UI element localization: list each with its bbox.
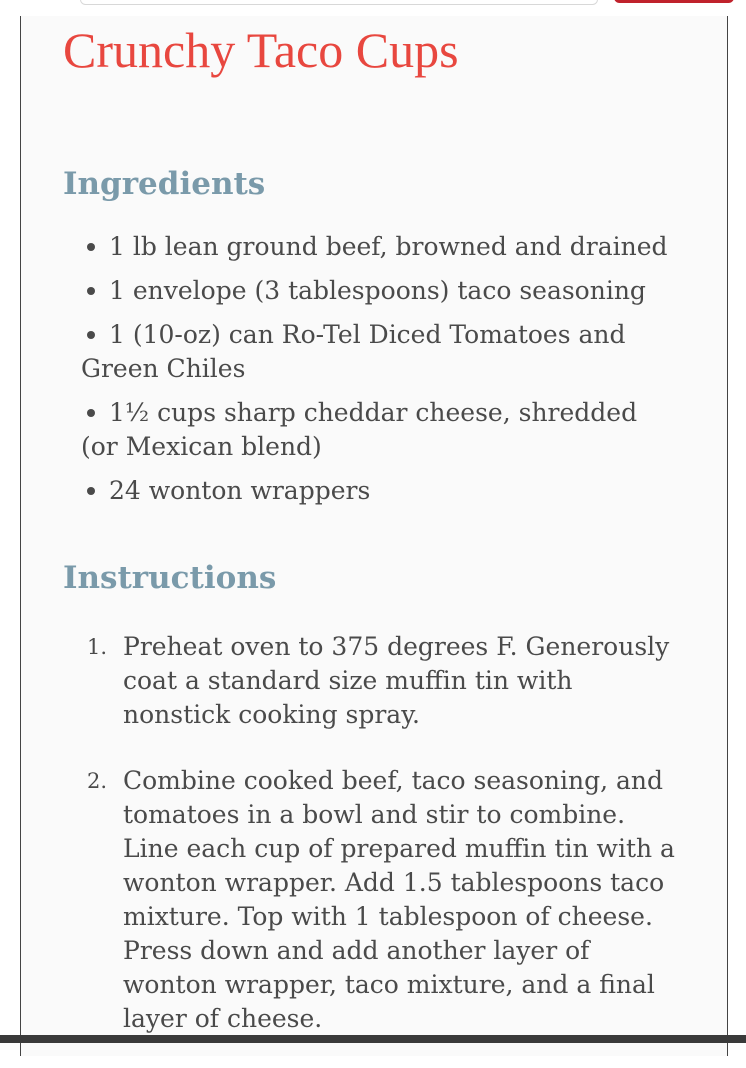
- ingredient-item: [81, 474, 681, 508]
- step-number: 1.: [87, 635, 108, 659]
- ingredient-text: 1½ cups sharp cheddar cheese, shredded (or Mexican blend): [81, 398, 638, 461]
- instructions-heading: Instructions: [63, 560, 277, 596]
- instructions-list: [81, 630, 681, 1068]
- ingredients-heading: Ingredients: [63, 166, 266, 202]
- ingredient-text: 1 (10-oz) can Ro-Tel Diced Tomatoes and Green Chiles: [81, 320, 626, 383]
- recipe-title: Crunchy Taco Cups: [63, 22, 459, 78]
- bullet-icon: [87, 287, 95, 295]
- ingredient-item: [81, 318, 681, 386]
- ingredient-item: [81, 396, 681, 464]
- instruction-step: [81, 764, 681, 1036]
- bottom-bar: [0, 1035, 746, 1043]
- ingredient-text: 24 wonton wrappers: [109, 476, 371, 505]
- ingredient-item: [81, 230, 681, 264]
- search-input[interactable]: [80, 0, 598, 5]
- bullet-icon: [87, 243, 95, 251]
- save-button[interactable]: [614, 0, 734, 3]
- step-text: Preheat oven to 375 degrees F. Generously coat a standard size muffin tin with nonstick cooking spray.: [123, 632, 670, 729]
- step-number: 2.: [87, 769, 108, 793]
- top-bar: [0, 0, 746, 6]
- instruction-step: [81, 630, 681, 732]
- bullet-icon: [87, 331, 95, 339]
- ingredients-list: [81, 230, 681, 518]
- bullet-icon: [87, 409, 95, 417]
- recipe-card: [20, 16, 728, 1056]
- bullet-icon: [87, 487, 95, 495]
- step-text: Combine cooked beef, taco seasoning, and tomatoes in a bowl and stir to combine. Line each cup of prepared muffin tin with a wonton wrapper. Add 1.5 tablespoons taco mixture. Top with 1 tablespoon of cheese. Press down and add another layer of wonton wrapper, taco mixture, and a final layer of cheese.: [123, 766, 675, 1033]
- ingredient-item: [81, 274, 681, 308]
- ingredient-text: 1 lb lean ground beef, browned and drained: [109, 232, 668, 261]
- ingredient-text: 1 envelope (3 tablespoons) taco seasoning: [109, 276, 646, 305]
